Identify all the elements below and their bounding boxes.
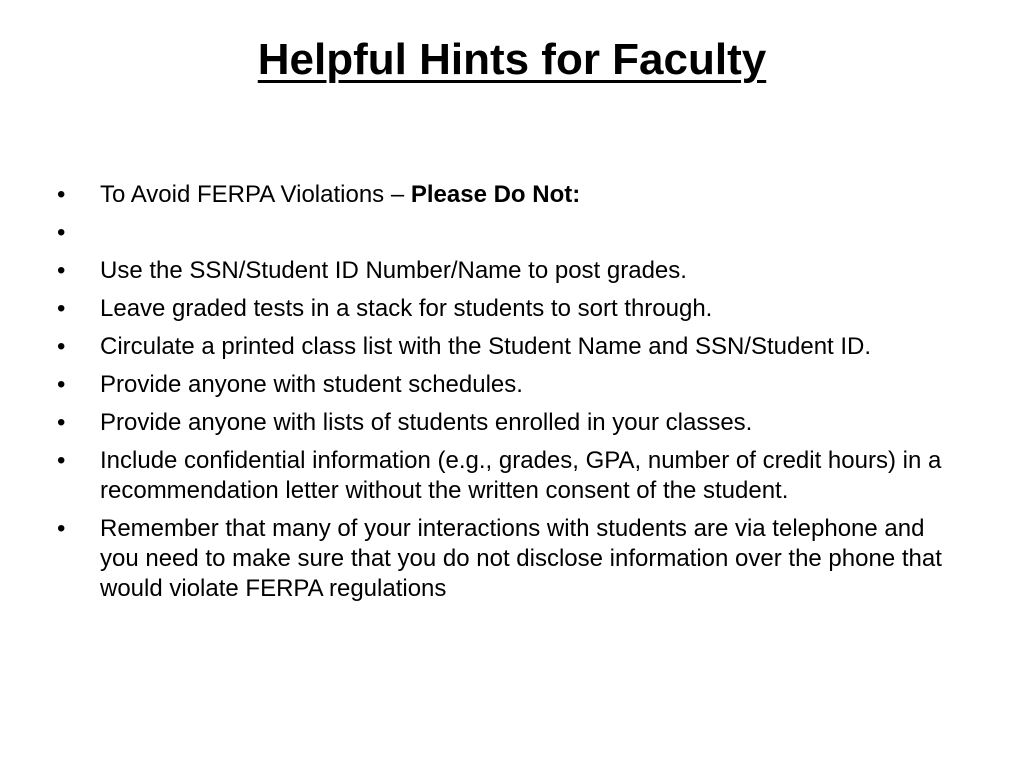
bullet-text: To Avoid FERPA Violations –: [100, 181, 411, 208]
slide-title: Helpful Hints for Faculty: [257, 35, 767, 84]
bullet-text: Provide anyone with lists of students enrolled in your classes.: [100, 409, 753, 436]
bullet-icon: •: [57, 257, 66, 284]
bullet-icon: •: [57, 371, 66, 398]
bullet-item: [57, 514, 957, 604]
bullet-icon: •: [57, 333, 66, 360]
bullet-emphasis: Please Do Not:: [410, 181, 581, 208]
bullet-icon: •: [57, 447, 66, 474]
bullet-text: Use the SSN/Student ID Number/Name to post grades.: [100, 257, 687, 284]
bullet-text: Include confidential information (e.g., grades, GPA, number of credit hours) in a recommendation letter without the written consent of the student.: [100, 447, 942, 504]
bullet-icon: •: [57, 181, 66, 208]
bullet-item: [57, 294, 957, 324]
bullet-text: Circulate a printed class list with the Student Name and SSN/Student ID.: [100, 333, 872, 360]
bullet-icon: •: [57, 295, 66, 322]
bullet-list: [57, 180, 957, 612]
bullet-item: [57, 256, 957, 286]
bullet-item: [57, 446, 957, 506]
bullet-item-empty: [57, 218, 957, 248]
bullet-icon: •: [57, 409, 66, 436]
bullet-text: Leave graded tests in a stack for students to sort through.: [100, 295, 713, 322]
bullet-text: Remember that many of your interactions with students are via telephone and you need to make sure that you do not disclose information over the phone that would violate FERPA regulations: [100, 515, 942, 602]
bullet-icon: •: [57, 515, 66, 542]
bullet-item: [57, 408, 957, 438]
bullet-icon: •: [57, 219, 66, 246]
bullet-item: [57, 332, 957, 362]
bullet-item-intro: [57, 180, 957, 210]
bullet-text: Provide anyone with student schedules.: [100, 371, 523, 398]
bullet-item: [57, 370, 957, 400]
